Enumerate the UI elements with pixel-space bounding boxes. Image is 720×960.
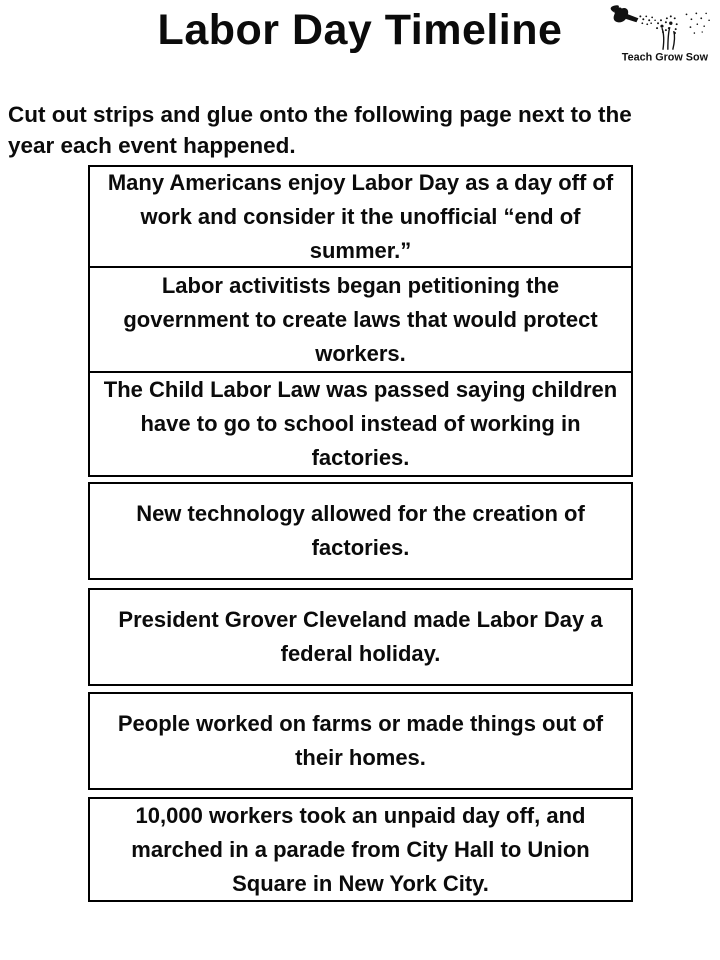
watering-can-icon — [611, 5, 639, 22]
strip-new-technology: New technology allowed for the creation of factories. — [88, 482, 633, 580]
strip-child-labor-law: The Child Labor Law was passed saying children have to go to school instead of working in factories. — [88, 371, 633, 477]
strip-grover-cleveland: President Grover Cleveland made Labor Day a federal holiday. — [88, 588, 633, 686]
teach-grow-sow-logo — [606, 4, 714, 66]
dandelion-stems — [662, 27, 675, 50]
timeline-strips — [88, 165, 633, 902]
instructions-text — [8, 99, 708, 161]
instructions-line-2: year each event happened. — [8, 133, 296, 158]
water-spray-dots — [639, 15, 655, 25]
strip-end-of-summer: Many Americans enjoy Labor Day as a day off of work and consider it the unofficial “end of summer.” — [88, 165, 633, 268]
logo-brand-text: Teach Grow Sow — [621, 51, 709, 64]
strip-parade: 10,000 workers took an unpaid day off, and marched in a parade from City Hall to Union Square in New York City. — [88, 797, 633, 902]
page-title: Labor Day Timeline — [157, 6, 563, 54]
flying-seeds — [686, 13, 710, 34]
instructions-line-1: Cut out strips and glue onto the following page next to the — [8, 102, 632, 127]
strip-farms-homes: People worked on farms or made things out of their homes. — [88, 692, 633, 790]
strip-labor-activists: Labor activitists began petitioning the government to create laws that would protect workers. — [88, 266, 633, 373]
